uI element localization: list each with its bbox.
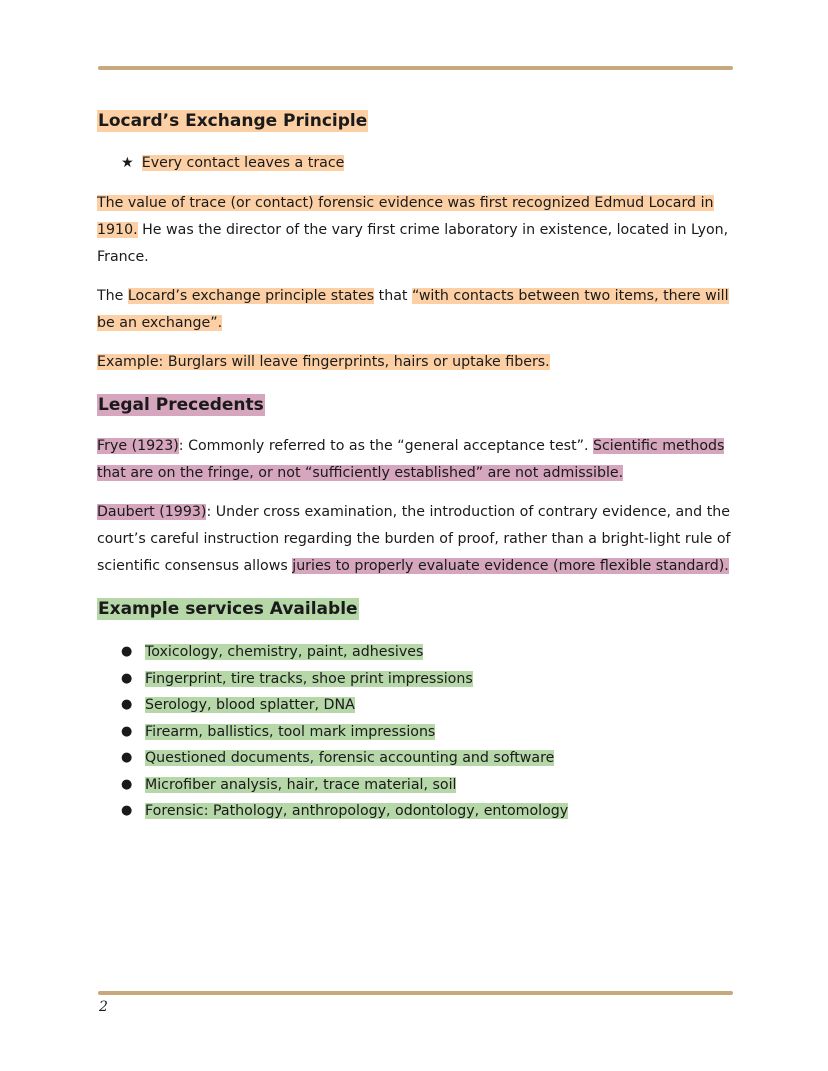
document-body (97, 108, 732, 825)
bullet-icon: ● (121, 803, 133, 818)
bullet-icon: ● (121, 697, 133, 712)
bullet-icon: ● (121, 723, 133, 739)
page-number: 2 (99, 999, 108, 1015)
bullet-icon: ● (121, 670, 133, 686)
bullet-icon: ● (121, 776, 133, 792)
star-icon: ★ (121, 155, 134, 171)
locard-paragraph-history: The value of trace (or contact) forensic evidence was first recognized Edmud Locard in 1910. He was the director of the vary first crime laboratory in existence, located in Lyon, France. (97, 195, 729, 265)
star-item-text: Every contact leaves a trace (141, 155, 345, 171)
daubert-paragraph: Daubert (1993): Under cross examination, the introduction of contrary evidence, and the court’s careful instruction regarding the burden of proof, rather than a bright-light rule of scientific consensus allows juries to properly evaluate evidence (more flexible standard). (97, 504, 731, 574)
list-item: ● Firearm, ballistics, tool mark impressions (97, 719, 732, 746)
legal-heading: Legal Precedents (98, 395, 264, 415)
list-item: ● Toxicology, chemistry, paint, adhesives (97, 639, 732, 666)
bottom-divider (98, 991, 733, 995)
services-list (97, 639, 732, 825)
list-item: ● Questioned documents, forensic accounting and software (97, 745, 732, 772)
locard-heading: Locard’s Exchange Principle (98, 111, 368, 131)
list-item: ● Fingerprint, tire tracks, shoe print impressions (97, 666, 732, 693)
list-item: ● Microfiber analysis, hair, trace material, soil (97, 772, 732, 799)
services-heading: Example services Available (98, 599, 358, 619)
locard-example: Example: Burglars will leave fingerprints, hairs or uptake fibers. (97, 354, 550, 370)
frye-paragraph: Frye (1923): Commonly referred to as the “general acceptance test”. Scientific methods that are on the fringe, or not “sufficiently established” are not admissible. (97, 438, 725, 481)
list-item: ● Serology, blood splatter, DNA (97, 692, 732, 719)
star-list-item (121, 152, 732, 174)
bullet-icon: ● (121, 644, 133, 659)
bullet-icon: ● (121, 750, 133, 765)
locard-paragraph-principle: The Locard’s exchange principle states that “with contacts between two items, there will be an exchange”. (97, 288, 729, 331)
top-divider (98, 66, 733, 70)
list-item: ● Forensic: Pathology, anthropology, odontology, entomology (97, 798, 732, 825)
